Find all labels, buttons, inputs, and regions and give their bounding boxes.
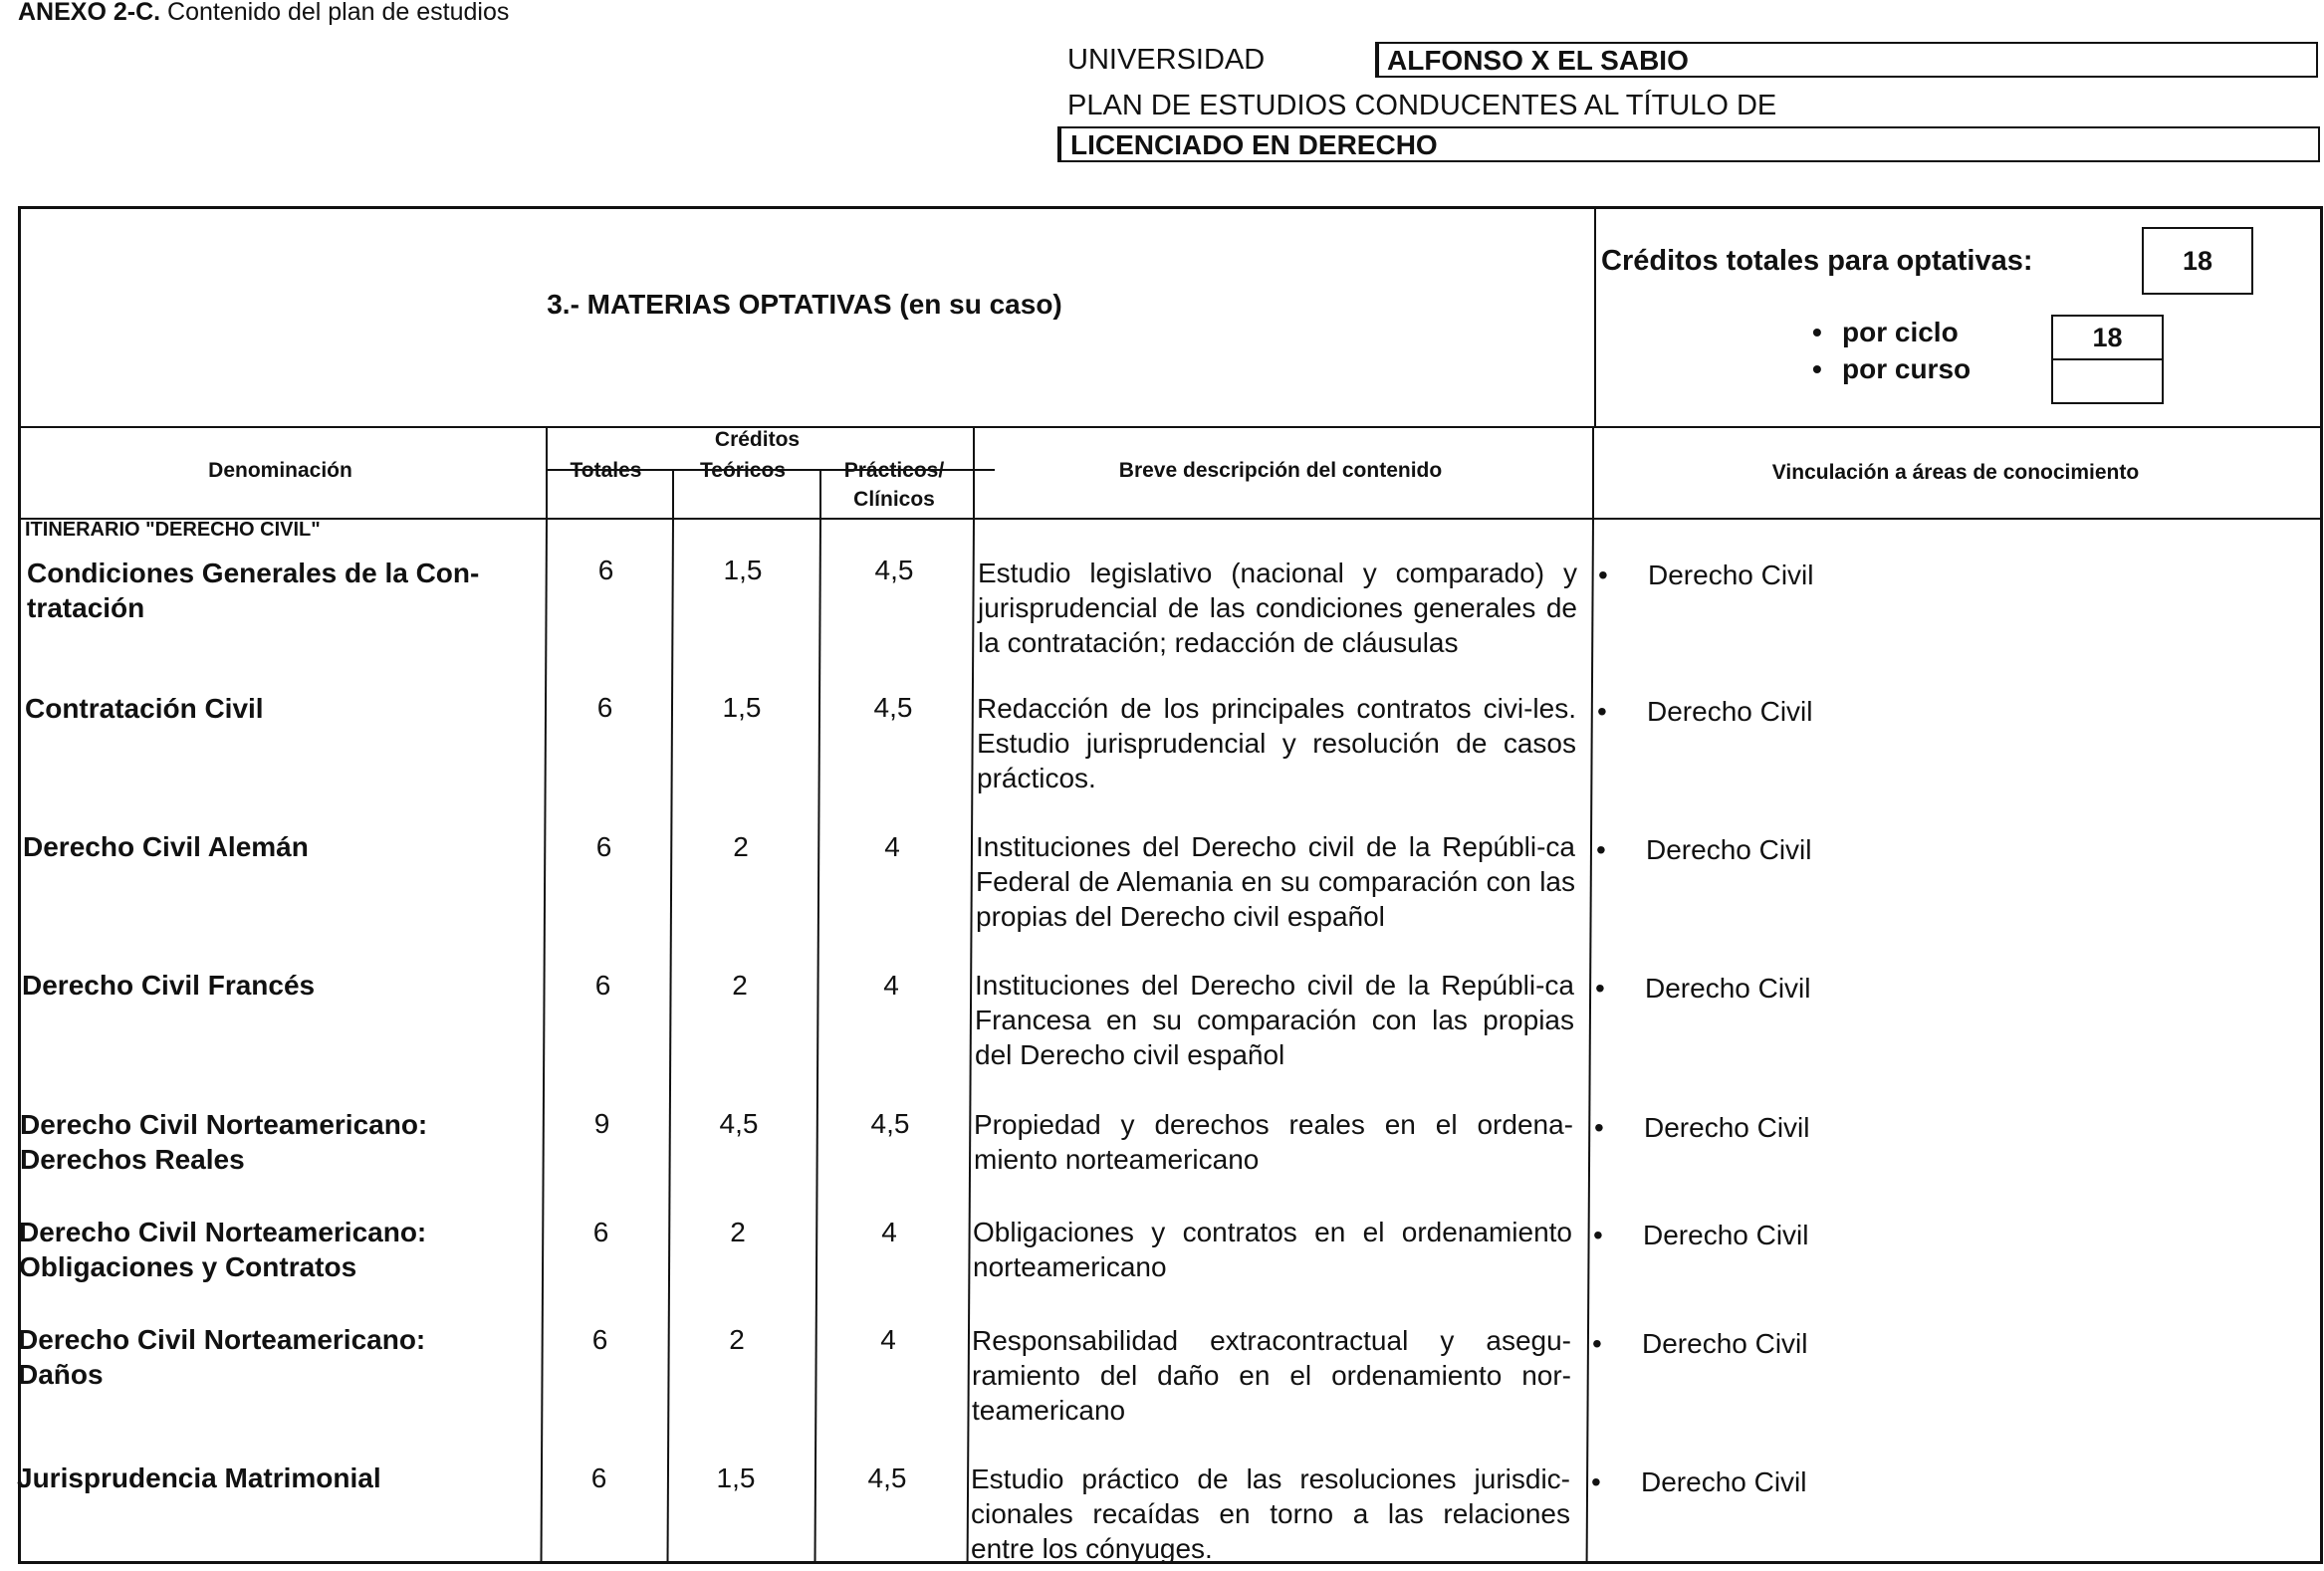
knowledge-area [1595, 971, 1811, 1006]
header-totales: Totales [570, 459, 642, 482]
header-descripcion: Breve descripción del contenido [1118, 459, 1443, 482]
subject-description: Obligaciones y contratos en el ordenamiento norteamericano [973, 1217, 1572, 1282]
per-cycle-value: 18 [2051, 315, 2164, 360]
divider-body-teoricos [667, 518, 674, 1561]
subject-name: Condiciones Generales de la Con-tratación [27, 558, 480, 623]
credits-teoricos: 2 [730, 1217, 746, 1247]
subject-name: Derecho Civil Alemán [23, 831, 309, 862]
per-cycle-row [1812, 317, 1959, 348]
credits-practicos: 4,5 [867, 1462, 907, 1493]
credits-totales: 6 [597, 555, 614, 585]
per-course-row [1812, 353, 1971, 385]
bullet-icon: • [1812, 317, 1822, 347]
knowledge-area [1598, 558, 1814, 592]
subject-name: Derecho Civil Norteamericano: Obligaciones y Contratos [19, 1217, 427, 1282]
bullet-icon: • [1597, 696, 1607, 727]
credits-teoricos: 1,5 [716, 1462, 756, 1493]
subject-description: Propiedad y derechos reales en el ordena-miento norteamericano [974, 1109, 1573, 1175]
knowledge-area [1591, 1464, 1807, 1499]
degree-name: LICENCIADO EN DERECHO [1057, 126, 2320, 162]
credits-practicos: 4 [880, 1324, 896, 1355]
bullet-icon: • [1596, 834, 1606, 865]
credits-totales: 9 [593, 1108, 610, 1139]
knowledge-area [1597, 694, 1813, 729]
knowledge-area-label: Derecho Civil [1644, 1112, 1810, 1143]
knowledge-area-label: Derecho Civil [1643, 1220, 1809, 1250]
header-practicos: Prácticos/ [843, 459, 945, 482]
bullet-icon: • [1591, 1466, 1601, 1497]
credits-teoricos: 1,5 [723, 555, 763, 585]
per-course-label: por curso [1842, 353, 1972, 384]
itinerary-label: ITINERARIO "DERECHO CIVIL" [25, 519, 321, 541]
credits-practicos: 4 [884, 831, 900, 862]
subject-description: Instituciones del Derecho civil de la Repúbli-ca Francesa en su comparación con las propias del Derecho civil español [975, 970, 1574, 1070]
knowledge-area [1596, 832, 1812, 867]
bullet-icon: • [1592, 1328, 1602, 1359]
knowledge-area-label: Derecho Civil [1645, 973, 1811, 1004]
subject-name: Derecho Civil Francés [22, 970, 316, 1001]
subject-name: Derecho Civil Norteamericano: Daños [18, 1324, 426, 1390]
per-course-value [2051, 358, 2164, 404]
knowledge-area-label: Derecho Civil [1648, 560, 1814, 590]
knowledge-area [1593, 1218, 1809, 1252]
credits-totales: 6 [590, 1462, 607, 1493]
annex-heading [18, 0, 509, 27]
header-teoricos: Teóricos [700, 459, 786, 482]
credits-totales: 6 [592, 1217, 609, 1247]
section-title: 3.- MATERIAS OPTATIVAS (en su caso) [547, 289, 1062, 320]
knowledge-area-label: Derecho Civil [1641, 1466, 1807, 1497]
total-optional-credits-value: 18 [2142, 227, 2253, 295]
header-creditos: Créditos [714, 428, 801, 451]
credits-teoricos: 4,5 [719, 1108, 759, 1139]
bullet-icon: • [1598, 560, 1608, 590]
annex-number: ANEXO 2-C. [18, 0, 161, 26]
header-clinicos: Clínicos [853, 488, 935, 511]
divider-section-header [21, 426, 2320, 428]
university-name: ALFONSO X EL SABIO [1375, 42, 2318, 78]
annex-title: Contenido del plan de estudios [167, 0, 510, 26]
divider-section-vertical [1594, 209, 1596, 426]
plan-label: PLAN DE ESTUDIOS CONDUCENTES AL TÍTULO DE [1067, 90, 1777, 121]
credits-practicos: 4,5 [873, 692, 913, 723]
bullet-icon: • [1812, 353, 1822, 384]
credits-teoricos: 2 [729, 1324, 745, 1355]
credits-practicos: 4,5 [870, 1108, 910, 1139]
per-cycle-label: por ciclo [1842, 317, 1959, 347]
knowledge-area-label: Derecho Civil [1646, 834, 1812, 865]
divider-column-header [21, 518, 2320, 520]
credits-teoricos: 2 [732, 970, 748, 1001]
divider-body-totales [541, 518, 548, 1561]
bullet-icon: • [1594, 1112, 1604, 1143]
credits-totales: 6 [596, 692, 613, 723]
knowledge-area [1592, 1326, 1808, 1361]
header-vinculacion: Vinculación a áreas de conocimiento [1771, 461, 2140, 484]
divider-body-vinculacion [1586, 518, 1594, 1561]
bullet-icon: • [1595, 973, 1605, 1004]
subject-description: Responsabilidad extracontractual y asegu-ramiento del daño en el ordenamiento nor-teamericano [972, 1325, 1571, 1426]
subject-description: Instituciones del Derecho civil de la Repúbli-ca Federal de Alemania en su comparación con las propias del Derecho civil español [976, 831, 1575, 932]
credits-totales: 6 [595, 831, 612, 862]
subject-name: Derecho Civil Norteamericano: Derechos Reales [20, 1109, 428, 1175]
subject-name: Jurisprudencia Matrimonial [17, 1462, 381, 1493]
knowledge-area-label: Derecho Civil [1647, 696, 1813, 727]
credits-practicos: 4 [881, 1217, 897, 1247]
divider-body-practicos [814, 518, 821, 1561]
header-denominacion: Denominación [208, 459, 352, 482]
credits-totales: 6 [594, 970, 611, 1001]
credits-teoricos: 2 [733, 831, 749, 862]
knowledge-area [1594, 1110, 1810, 1145]
credits-teoricos: 1,5 [722, 692, 762, 723]
bullet-icon: • [1593, 1220, 1603, 1250]
subject-description: Estudio legislativo (nacional y comparado) y jurisprudencial de las condiciones generales de la contratación; redacción de cláusulas [978, 558, 1577, 658]
total-optional-credits-label: Créditos totales para optativas: [1601, 245, 2033, 277]
subject-description: Estudio práctico de las resoluciones jurisdic-cionales recaídas en torno a las relaciones entre los cónyuges. [971, 1463, 1570, 1564]
credits-practicos: 4,5 [874, 555, 914, 585]
university-label: UNIVERSIDAD [1067, 44, 1266, 76]
credits-totales: 6 [591, 1324, 608, 1355]
credits-practicos: 4 [883, 970, 899, 1001]
knowledge-area-label: Derecho Civil [1642, 1328, 1808, 1359]
subject-description: Redacción de los principales contratos civi-les. Estudio jurisprudencial y resolución de casos prácticos. [977, 693, 1576, 793]
subject-name: Contratación Civil [25, 693, 264, 724]
